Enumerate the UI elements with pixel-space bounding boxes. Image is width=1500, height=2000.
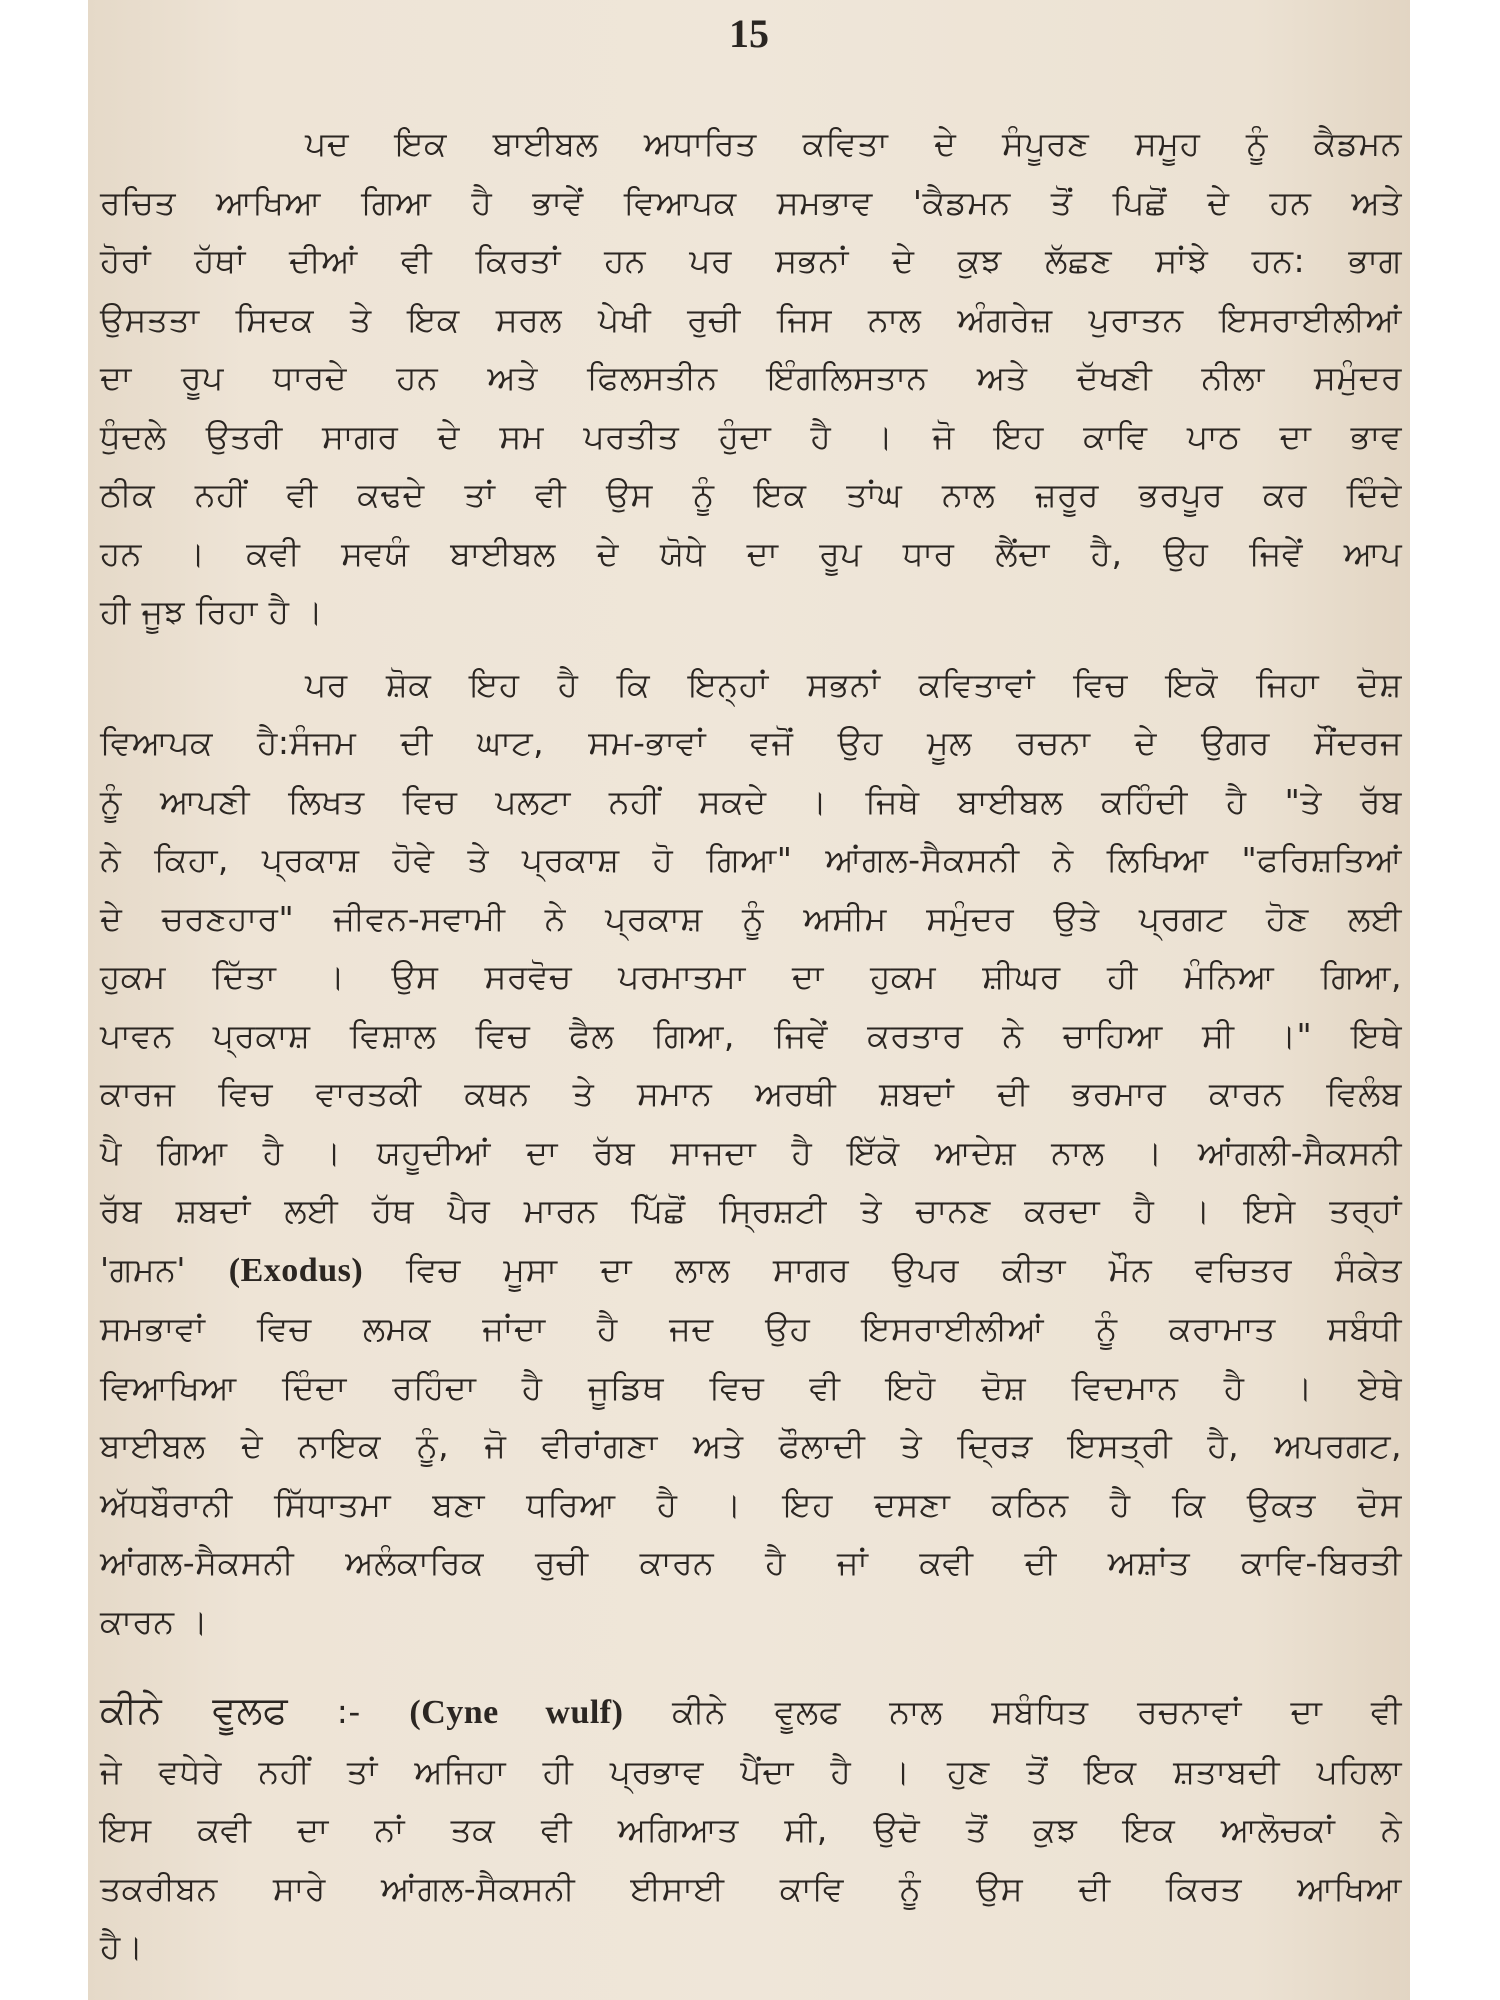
text-line: ਨੂੰ ਆਪਣੀ ਲਿਖਤ ਵਿਚ ਪਲਟਾ ਨਹੀਂ ਸਕਦੇ । ਜਿਥੇ ਬਾਈਬਲ ਕਹਿੰਦੀ ਹੈ "ਤੇ ਰੱਬ xyxy=(100,781,1402,821)
text-line: ਇਸ ਕਵੀ ਦਾ ਨਾਂ ਤਕ ਵੀ ਅਗਿਆਤ ਸੀ, ਉਦੋ ਤੋਂ ਕੁਝ ਇਕ ਆਲੋਚਕਾਂ ਨੇ xyxy=(100,1810,1402,1849)
text-line: ਪਾਵਨ ਪ੍ਰਕਾਸ਼ ਵਿਸ਼ਾਲ ਵਿਚ ਫੈਲ ਗਿਆ, ਜਿਵੇਂ ਕਰਤਾਰ ਨੇ ਚਾਹਿਆ ਸੀ ।" ਇਥੇ xyxy=(100,1015,1402,1055)
text-line: ਪਰ ਸ਼ੋਕ ਇਹ ਹੈ ਕਿ ਇਨ੍ਹਾਂ ਸਭਨਾਂ ਕਵਿਤਾਵਾਂ ਵਿਚ ਇਕੋ ਜਿਹਾ ਦੋਸ਼ xyxy=(305,664,1402,704)
book-page xyxy=(88,0,1410,2000)
text-span: ਵਿਚ ਮੂਸਾ ਦਾ ਲਾਲ ਸਾਗਰ ਉਪਰ ਕੀਤਾ ਮੌਨ ਵਚਿਤਰ ਸੰਕੇਤ xyxy=(363,1249,1402,1289)
text-line: ਦੇ ਚਰਣਹਾਰ" ਜੀਵਨ-ਸਵਾਮੀ ਨੇ ਪ੍ਰਕਾਸ਼ ਨੂੰ ਅਸੀਮ ਸਮੁੰਦਰ ਉਤੇ ਪ੍ਰਗਟ ਹੋਣ ਲਈ xyxy=(100,898,1402,938)
text-line: ਉਸਤਤਾ ਸਿਦਕ ਤੇ ਇਕ ਸਰਲ ਪੇਖੀ ਰੁਚੀ ਜਿਸ ਨਾਲ ਅੰਗਰੇਜ਼ ਪੁਰਾਤਨ ਇਸਰਾਈਲੀਆਂ xyxy=(100,299,1402,339)
latin-term: (Cyne wulf) xyxy=(409,1694,624,1731)
text-line: ਰਚਿਤ ਆਖਿਆ ਗਿਆ ਹੈ ਭਾਵੇਂ ਵਿਆਪਕ ਸਮਭਾਵ 'ਕੈਡਮਨ ਤੋਂ ਪਿਛੋਂ ਦੇ ਹਨ ਅਤੇ xyxy=(100,182,1402,222)
text-line: ਨੇ ਕਿਹਾ, ਪ੍ਰਕਾਸ਼ ਹੋਵੇ ਤੇ ਪ੍ਰਕਾਸ਼ ਹੋ ਗਿਆ" ਆਂਗਲ-ਸੈਕਸਨੀ ਨੇ ਲਿਖਿਆ "ਫਰਿਸ਼ਤਿਆਂ xyxy=(100,840,1402,879)
text-line: ਆਂਗਲ-ਸੈਕਸਨੀ ਅਲੰਕਾਰਿਕ ਰੁਚੀ ਕਾਰਨ ਹੈ ਜਾਂ ਕਵੀ ਦੀ ਅਸ਼ਾਂਤ ਕਾਵਿ-ਬਿਰਤੀ xyxy=(100,1543,1402,1582)
text-line xyxy=(100,1681,1402,1743)
paragraph xyxy=(100,656,1402,1652)
text-line: ਸਮਭਾਵਾਂ ਵਿਚ ਲਮਕ ਜਾਂਦਾ ਹੈ ਜਦ ਉਹ ਇਸਰਾਈਲੀਆਂ ਨੂੰ ਕਰਾਮਾਤ ਸਬੰਧੀ xyxy=(100,1309,1402,1348)
text-line: ਬਾਈਬਲ ਦੇ ਨਾਇਕ ਨੂੰ, ਜੋ ਵੀਰਾਂਗਣਾ ਅਤੇ ਫੌਲਾਦੀ ਤੇ ਦ੍ਰਿੜ ਇਸਤ੍ਰੀ ਹੈ, ਅਪਰਗਟ, xyxy=(100,1426,1402,1465)
text-line: ਅੱਧਬੌਰਾਨੀ ਸਿੱਧਾਤਮਾ ਬਣਾ ਧਰਿਆ ਹੈ । ਇਹ ਦਸਣਾ ਕਠਿਨ ਹੈ ਕਿ ਉਕਤ ਦੋਸ xyxy=(100,1484,1402,1524)
text-span: 'ਗਮਨ' xyxy=(100,1249,229,1289)
text-line: ਧੁੰਦਲੇ ਉਤਰੀ ਸਾਗਰ ਦੇ ਸਮ ਪਰਤੀਤ ਹੁੰਦਾ ਹੈ । ਜੋ ਇਹ ਕਾਵਿ ਪਾਠ ਦਾ ਭਾਵ xyxy=(100,416,1402,456)
text-line: ਹਨ । ਕਵੀ ਸਵਯੰ ਬਾਈਬਲ ਦੇ ਯੋਧੇ ਦਾ ਰੂਪ ਧਾਰ ਲੈਂਦਾ ਹੈ, ਉਹ ਜਿਵੇਂ ਆਪ xyxy=(100,533,1402,573)
text-line xyxy=(100,1241,1402,1301)
paragraph xyxy=(100,1681,1402,1977)
text-line: ਵਿਆਖਿਆ ਦਿੰਦਾ ਰਹਿੰਦਾ ਹੈ ਜੂਡਿਥ ਵਿਚ ਵੀ ਇਹੋ ਦੋਸ਼ ਵਿਦਮਾਨ ਹੈ । ਏਥੇ xyxy=(100,1367,1402,1407)
page-number: 15 xyxy=(729,11,769,56)
text-line: ਦਾ ਰੂਪ ਧਾਰਦੇ ਹਨ ਅਤੇ ਫਿਲਸਤੀਨ ਇੰਗਲਿਸਤਾਨ ਅਤੇ ਦੱਖਣੀ ਨੀਲਾ ਸਮੁੰਦਰ xyxy=(100,358,1402,397)
text-line: ਹੈ। xyxy=(100,1927,144,1966)
text-line: ਜੇ ਵਧੇਰੇ ਨਹੀਂ ਤਾਂ ਅਜਿਹਾ ਹੀ ਪ੍ਰਭਾਵ ਪੈਂਦਾ ਹੈ । ਹੁਣ ਤੋਂ ਇਕ ਸ਼ਤਾਬਦੀ ਪਹਿਲਾ xyxy=(100,1751,1402,1791)
section-term: ਕੀਨੇ ਵੂਲਫ xyxy=(100,1688,289,1732)
text-line: ਠੀਕ ਨਹੀਂ ਵੀ ਕਢਦੇ ਤਾਂ ਵੀ ਉਸ ਨੂੰ ਇਕ ਤਾਂਘ ਨਾਲ ਜ਼ਰੂਰ ਭਰਪੂਰ ਕਰ ਦਿੰਦੇ xyxy=(100,475,1402,514)
text-span: ਕੀਨੇ ਵੂਲਫ ਨਾਲ ਸਬੰਧਿਤ ਰਚਨਾਵਾਂ ਦਾ ਵੀ xyxy=(623,1692,1402,1731)
text-line: ਵਿਆਪਕ ਹੈ:ਸੰਜਮ ਦੀ ਘਾਟ, ਸਮ-ਭਾਵਾਂ ਵਜੋਂ ਉਹ ਮੂਲ ਰਚਨਾ ਦੇ ਉਗਰ ਸੌਂਦਰਜ xyxy=(100,723,1402,762)
body-text xyxy=(100,115,1402,1977)
text-line: ਹੋਰਾਂ ਹੱਥਾਂ ਦੀਆਂ ਵੀ ਕਿਰਤਾਂ ਹਨ ਪਰ ਸਭਨਾਂ ਦੇ ਕੁਝ ਲੱਛਣ ਸਾਂਝੇ ਹਨ: ਭਾਗ xyxy=(100,241,1402,280)
text-line: ਪਦ ਇਕ ਬਾਈਬਲ ਅਧਾਰਿਤ ਕਵਿਤਾ ਦੇ ਸੰਪੂਰਣ ਸਮੂਹ ਨੂੰ ਕੈਡਮਨ xyxy=(305,124,1402,163)
text-line: ਕਾਰਨ । xyxy=(100,1601,209,1641)
text-line: ਹੁਕਮ ਦਿੱਤਾ । ਉਸ ਸਰਵੋਚ ਪਰਮਾਤਮਾ ਦਾ ਹੁਕਮ ਸ਼ੀਘਰ ਹੀ ਮੰਨਿਆ ਗਿਆ, xyxy=(100,957,1402,996)
text-line: ਹੀ ਜੂਝ ਰਿਹਾ ਹੈ । xyxy=(100,592,324,631)
text-line: ਤਕਰੀਬਨ ਸਾਰੇ ਆਂਗਲ-ਸੈਕਸਨੀ ਈਸਾਈ ਕਾਵਿ ਨੂੰ ਉਸ ਦੀ ਕਿਰਤ ਆਖਿਆ xyxy=(100,1868,1402,1908)
paragraph xyxy=(100,115,1402,642)
latin-term: (Exodus) xyxy=(228,1251,364,1289)
text-span: :- xyxy=(288,1692,410,1731)
text-line: ਪੈ ਗਿਆ ਹੈ । ਯਹੂਦੀਆਂ ਦਾ ਰੱਬ ਸਾਜਦਾ ਹੈ ਇੱਕੋ ਆਦੇਸ਼ ਨਾਲ । ਆਂਗਲੀ-ਸੈਕਸਨੀ xyxy=(100,1132,1402,1172)
text-line: ਰੱਬ ਸ਼ਬਦਾਂ ਲਈ ਹੱਥ ਪੈਰ ਮਾਰਨ ਪਿੱਛੋਂ ਸ੍ਰਿਸ਼ਟੀ ਤੇ ਚਾਨਣ ਕਰਦਾ ਹੈ । ਇਸੇ ਤਰ੍ਹਾਂ xyxy=(100,1191,1402,1230)
text-line: ਕਾਰਜ ਵਿਚ ਵਾਰਤਕੀ ਕਥਨ ਤੇ ਸਮਾਨ ਅਰਥੀ ਸ਼ਬਦਾਂ ਦੀ ਭਰਮਾਰ ਕਾਰਨ ਵਿਲੰਬ xyxy=(100,1074,1402,1113)
